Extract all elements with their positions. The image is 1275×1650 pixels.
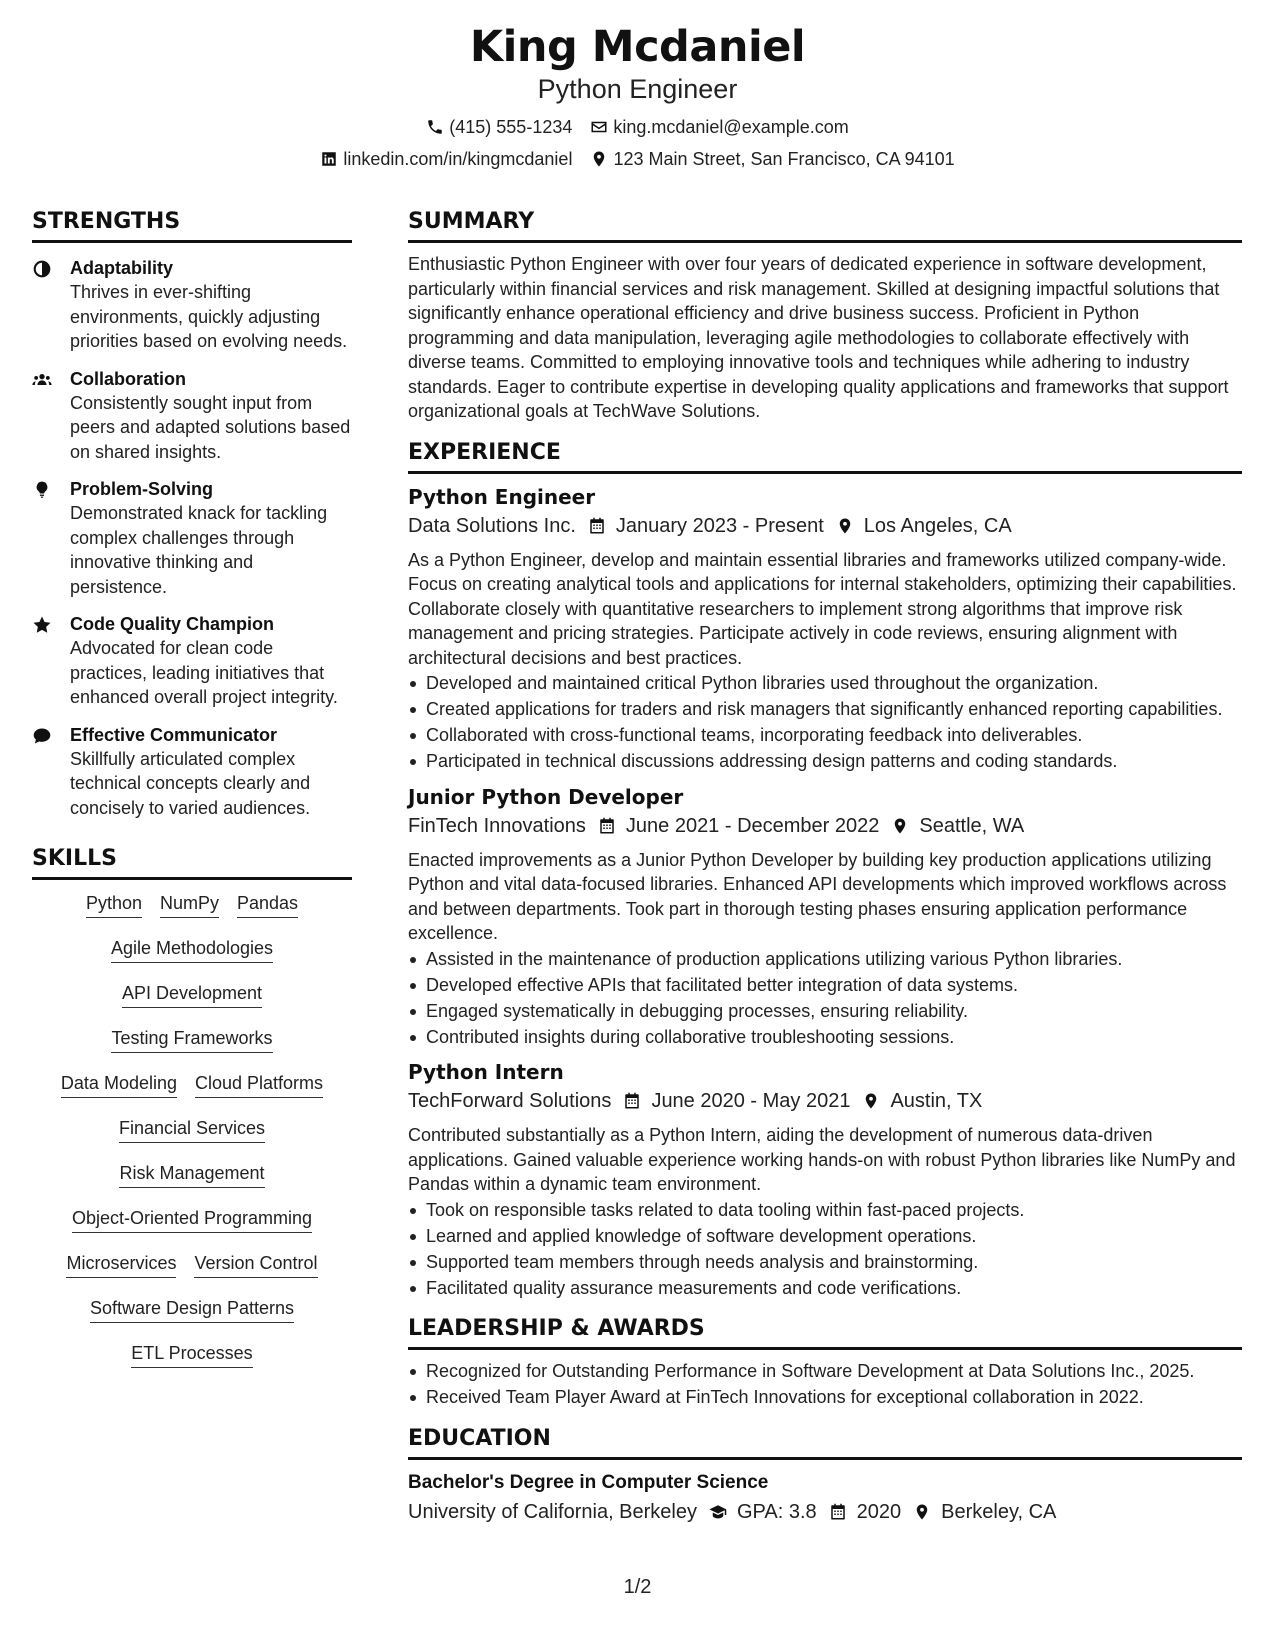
skill-tag: Software Design Patterns: [90, 1297, 294, 1323]
job-bullet: Created applications for traders and risk managers that significantly enhanced reporting capabilities.: [408, 697, 1242, 722]
skill-tag: Agile Methodologies: [111, 937, 273, 963]
skill-row: [32, 1252, 352, 1297]
skill-tag: Financial Services: [119, 1117, 265, 1143]
skill-row: [32, 1027, 352, 1072]
phone-contact: [426, 116, 572, 138]
job-location: Seattle, WA: [919, 814, 1025, 837]
skill-tag: Version Control: [194, 1252, 317, 1278]
job-bullet: Assisted in the maintenance of production applications utilizing various Python libraries.: [408, 947, 1242, 972]
job-bullet: Collaborated with cross-functional teams, incorporating feedback into deliverables.: [408, 723, 1242, 748]
award-item: Recognized for Outstanding Performance in Software Development at Data Solutions Inc., 2025.: [408, 1359, 1242, 1384]
contact-row-1: [0, 116, 1275, 138]
skills-heading: SKILLS: [32, 846, 352, 880]
skill-row: [32, 982, 352, 1027]
email-text: king.mcdaniel@example.com: [613, 117, 849, 137]
lightbulb-icon: [32, 480, 52, 500]
strength-desc: Demonstrated knack for tackling complex challenges through innovative thinking and persistence.: [70, 503, 328, 597]
job-dates: January 2023 - Present: [615, 514, 824, 537]
phone-text: (415) 555-1234: [449, 117, 573, 137]
skill-tag: Python: [86, 892, 142, 918]
job-location: Austin, TX: [890, 1090, 983, 1112]
linkedin-icon: [320, 150, 338, 168]
calendar-icon: [829, 1503, 847, 1521]
map-pin-icon: [590, 150, 608, 168]
star-icon: [32, 615, 52, 635]
job-title: Junior Python Developer: [408, 784, 684, 809]
skill-tag: Microservices: [66, 1252, 176, 1278]
strength-desc: Skillfully articulated complex technical concepts clearly and concisely to varied audiences.: [70, 748, 311, 818]
strength-title: Code Quality Champion: [70, 614, 275, 634]
strength-title: Adaptability: [70, 258, 174, 278]
skill-row: [32, 1207, 352, 1252]
strength-desc: Advocated for clean code practices, leading initiatives that enhanced overall project integrity.: [70, 638, 338, 707]
job-entry: [408, 784, 1242, 1050]
job-dates: June 2021 - December 2022: [625, 814, 880, 837]
job-bullet: Contributed insights during collaborative troubleshooting sessions.: [408, 1025, 1242, 1050]
right-column: [408, 209, 1242, 1525]
job-bullet: Participated in technical discussions addressing design patterns and coding standards.: [408, 749, 1242, 774]
job-title: Python Engineer: [408, 484, 596, 509]
phone-icon: [426, 118, 444, 136]
education-school: University of California, Berkeley: [408, 1500, 697, 1523]
skill-row: [32, 1297, 352, 1342]
contact-row-2: [0, 148, 1275, 170]
education-location: Berkeley, CA: [941, 1500, 1057, 1523]
leadership-heading: LEADERSHIP & AWARDS: [408, 1316, 1242, 1350]
half-circle-icon: [32, 259, 52, 279]
map-pin-icon: [862, 1092, 880, 1110]
job-description: Enacted improvements as a Junior Python Developer by building key production applications utilizing Python and vital data-focused libraries. Enhanced API developments which improved workflows across and between departments. Took part in thorough testing phases ensuring application performance excellence.: [408, 849, 1227, 943]
map-pin-icon: [891, 817, 909, 835]
resume-header: [0, 22, 1275, 170]
strength-item: [32, 612, 352, 710]
strength-desc: Consistently sought input from peers and adapted solutions based on shared insights.: [70, 392, 351, 462]
job-bullet: Developed and maintained critical Python libraries used throughout the organization.: [408, 671, 1242, 696]
award-item: Received Team Player Award at FinTech Innovations for exceptional collaboration in 2022.: [408, 1385, 1242, 1410]
strength-item: [32, 477, 352, 599]
page-number: 1/2: [623, 1576, 652, 1598]
map-pin-icon: [913, 1503, 931, 1521]
skill-row: [32, 1072, 352, 1117]
linkedin-contact[interactable]: [320, 148, 572, 170]
graduation-cap-icon: [709, 1503, 727, 1521]
strength-item: [32, 367, 352, 465]
job-bullet: Learned and applied knowledge of software development operations.: [408, 1224, 1242, 1249]
strengths-heading: STRENGTHS: [32, 209, 352, 243]
calendar-icon: [598, 817, 616, 835]
job-bullets: [408, 947, 1242, 1050]
job-description: As a Python Engineer, develop and maintain essential libraries and frameworks utilized company-wide. Focus on creating analytical tools and applications for internal stakeholders, optimizing their capabilities. Collaborate closely with quantitative researchers to implement strong algorithms that improve risk management and pricing strategies. Participate actively in code reviews, ensuring alignment with architectural decisions and best practices.: [408, 549, 1237, 668]
skill-row: [32, 1162, 352, 1207]
job-company: FinTech Innovations: [408, 814, 586, 837]
job-meta: [408, 513, 1242, 539]
strength-title: Collaboration: [70, 368, 186, 389]
awards-list: [408, 1359, 1242, 1410]
job-dates: June 2020 - May 2021: [651, 1090, 851, 1112]
job-bullet: Facilitated quality assurance measurements and code verifications.: [408, 1276, 1242, 1301]
skill-row: [32, 1117, 352, 1162]
left-column: [32, 209, 352, 1387]
email-contact[interactable]: [590, 116, 848, 138]
skill-tag: Pandas: [237, 892, 298, 918]
job-company: TechForward Solutions: [408, 1090, 612, 1112]
candidate-title: Python Engineer: [537, 74, 738, 104]
experience-heading: EXPERIENCE: [408, 440, 1242, 474]
skill-row: [32, 892, 352, 937]
job-bullets: [408, 671, 1242, 774]
address-text: 123 Main Street, San Francisco, CA 94101: [613, 149, 955, 169]
job-bullet: Took on responsible tasks related to data tooling within fast-paced projects.: [408, 1198, 1242, 1223]
education-degree: Bachelor's Degree in Computer Science: [408, 1471, 769, 1493]
calendar-icon: [623, 1092, 641, 1110]
job-entry: [408, 1059, 1242, 1300]
skill-tag: ETL Processes: [131, 1342, 252, 1368]
strength-item: [32, 256, 352, 354]
job-bullets: [408, 1198, 1242, 1301]
summary-text: Enthusiastic Python Engineer with over four years of dedicated experience in software development, particularly within financial services and risk management. Skilled at designing impactful solutions that significantly enhance operational efficiency and drive business success. Proficient in Python programming and data manipulation, leveraging agile methodologies to collaborate effectively with diverse teams. Committed to employing innovative tools and techniques while adhering to industry standards. Eager to contribute expertise in developing quality applications and frameworks that support organizational goals at TechWave Solutions.: [408, 254, 1229, 421]
job-meta: [408, 1088, 1242, 1114]
skill-tag: Object-Oriented Programming: [72, 1207, 312, 1233]
job-company: Data Solutions Inc.: [408, 514, 576, 537]
speech-bubble-icon: [32, 726, 52, 746]
users-icon: [32, 370, 52, 390]
job-bullet: Engaged systematically in debugging processes, ensuring reliability.: [408, 999, 1242, 1024]
skill-tag: Data Modeling: [61, 1072, 177, 1098]
skill-tag: Testing Frameworks: [111, 1027, 272, 1053]
skill-row: [32, 1342, 352, 1387]
address-contact: [590, 148, 954, 170]
education-meta: [408, 1499, 1242, 1525]
strength-item: [32, 723, 352, 821]
job-bullet: Developed effective APIs that facilitated better integration of data systems.: [408, 973, 1242, 998]
strength-title: Effective Communicator: [70, 724, 278, 745]
envelope-icon: [590, 118, 608, 136]
strength-title: Problem-Solving: [70, 479, 214, 499]
education-heading: EDUCATION: [408, 1426, 1242, 1460]
calendar-icon: [588, 517, 606, 535]
education-year: 2020: [856, 1500, 902, 1523]
job-location: Los Angeles, CA: [863, 514, 1012, 537]
job-entry: [408, 484, 1242, 774]
job-bullet: Supported team members through needs analysis and brainstorming.: [408, 1250, 1242, 1275]
job-description: Contributed substantially as a Python Intern, aiding the development of numerous data-driven applications. Gained valuable experience working hands-on with robust Python libraries like NumPy and Pandas within a dynamic team environment.: [408, 1125, 1236, 1194]
candidate-name: King Mcdaniel: [469, 22, 806, 72]
linkedin-text: linkedin.com/in/kingmcdaniel: [343, 149, 573, 169]
strength-desc: Thrives in ever-shifting environments, quickly adjusting priorities based on evolving needs.: [70, 282, 348, 351]
skills-list: [32, 892, 352, 1387]
skill-row: [32, 937, 352, 982]
summary-heading: SUMMARY: [408, 209, 1242, 243]
skill-tag: Cloud Platforms: [195, 1072, 323, 1098]
skill-tag: NumPy: [160, 892, 219, 918]
map-pin-icon: [836, 517, 854, 535]
education-gpa: GPA: 3.8: [737, 1500, 817, 1523]
skill-tag: API Development: [122, 982, 262, 1008]
job-title: Python Intern: [408, 1060, 564, 1084]
job-meta: [408, 813, 1242, 839]
skill-tag: Risk Management: [119, 1162, 264, 1188]
